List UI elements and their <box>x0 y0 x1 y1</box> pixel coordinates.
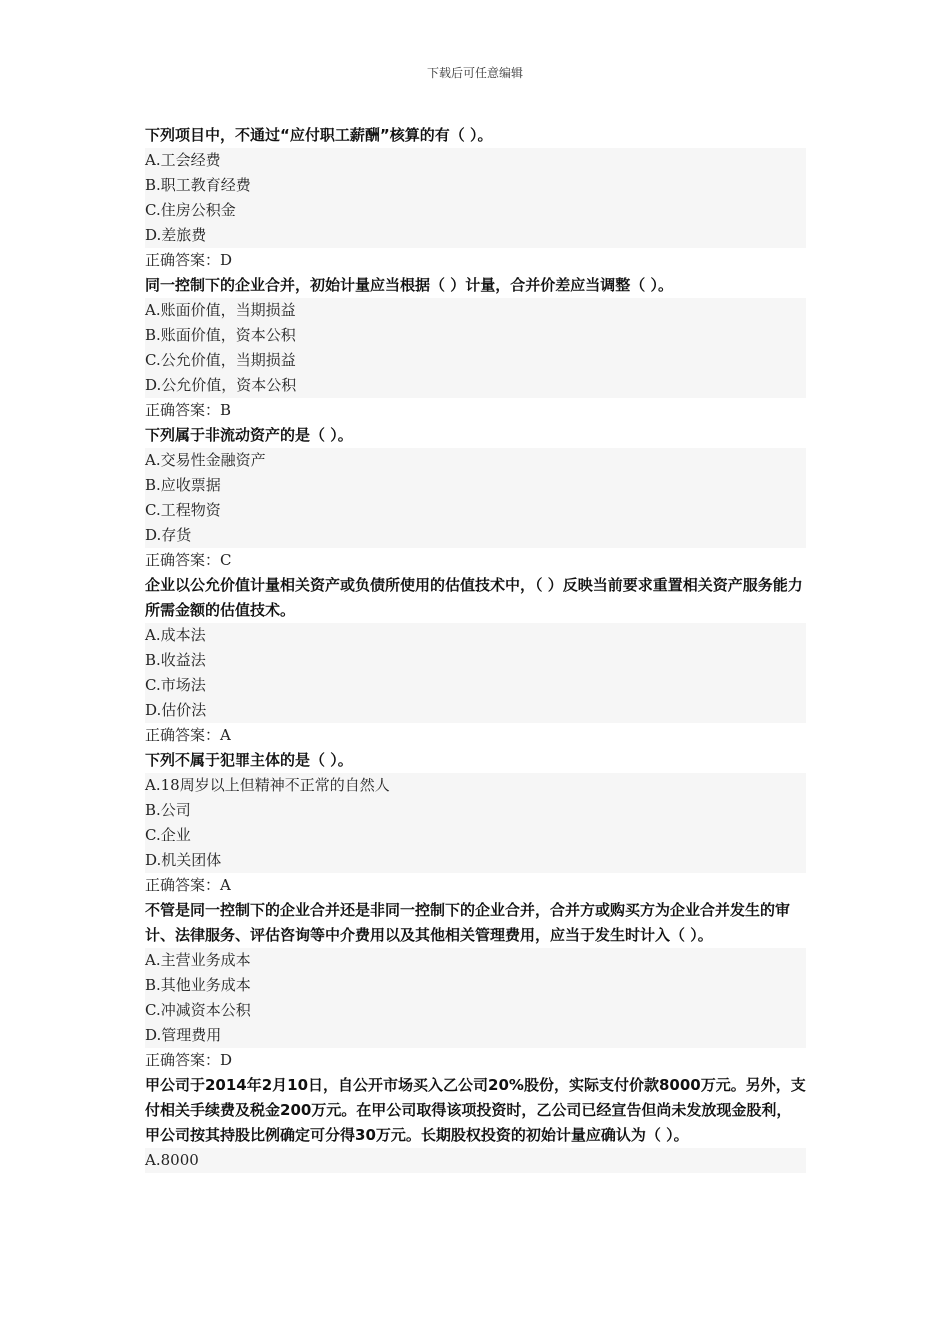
question-2 <box>145 273 806 423</box>
question-5 <box>145 748 806 898</box>
option-a: A.交易性金融资产 <box>145 451 266 469</box>
question-3 <box>145 423 806 573</box>
question-title: 甲公司于2014年2月10日，自公开市场买入乙公司20%股份，实际支付价款8000万元。另外，支付相关手续费及税金200万元。在甲公司取得该项投资时，乙公司已经宣告但尚未发放现金股利，甲公司按其持股比例确定可分得30万元。长期股权投资的初始计量应确认为（ ）。 <box>145 1076 806 1144</box>
option-d: D.管理费用 <box>145 1026 222 1044</box>
option-list <box>145 948 806 1048</box>
option-a: A.成本法 <box>145 626 206 644</box>
page-header: 下载后可任意编辑 <box>426 66 523 80</box>
option-a: A.18周岁以上但精神不正常的自然人 <box>145 776 390 794</box>
option-a: A.账面价值，当期损益 <box>145 301 296 319</box>
option-c: C.市场法 <box>145 676 206 694</box>
option-list <box>145 298 806 398</box>
question-4 <box>145 573 806 748</box>
correct-answer: 正确答案：A <box>145 726 231 744</box>
option-list <box>145 773 806 873</box>
question-7 <box>145 1073 806 1173</box>
option-b: B.职工教育经费 <box>145 176 251 194</box>
option-d: D.公允价值，资本公积 <box>145 376 297 394</box>
question-title: 同一控制下的企业合并，初始计量应当根据（ ）计量，合并价差应当调整（ ）。 <box>145 276 673 294</box>
option-d: D.存货 <box>145 526 192 544</box>
option-b: B.账面价值，资本公积 <box>145 326 296 344</box>
option-d: D.机关团体 <box>145 851 222 869</box>
correct-answer: 正确答案：D <box>145 251 233 269</box>
option-d: D.估价法 <box>145 701 207 719</box>
option-c: C.企业 <box>145 826 191 844</box>
option-b: B.公司 <box>145 801 191 819</box>
question-1 <box>145 123 806 273</box>
option-b: B.其他业务成本 <box>145 976 251 994</box>
option-c: C.冲减资本公积 <box>145 1001 251 1019</box>
option-list <box>145 623 806 723</box>
question-6 <box>145 898 806 1073</box>
option-c: C.工程物资 <box>145 501 221 519</box>
option-a: A.工会经费 <box>145 151 221 169</box>
option-d: D.差旅费 <box>145 226 207 244</box>
question-title: 不管是同一控制下的企业合并还是非同一控制下的企业合并，合并方或购买方为企业合并发生的审计、法律服务、评估咨询等中介费用以及其他相关管理费用，应当于发生时计入（ ）。 <box>145 901 791 944</box>
correct-answer: 正确答案：B <box>145 401 232 419</box>
question-title: 下列不属于犯罪主体的是（ ）。 <box>145 751 353 769</box>
question-list <box>145 123 806 1173</box>
question-title: 下列属于非流动资产的是（ ）。 <box>145 426 353 444</box>
option-b: B.应收票据 <box>145 476 221 494</box>
option-list <box>145 148 806 248</box>
question-title: 企业以公允价值计量相关资产或负债所使用的估值技术中，（ ）反映当前要求重置相关资产服务能力所需金额的估值技术。 <box>145 576 803 619</box>
option-a: A.主营业务成本 <box>145 951 251 969</box>
correct-answer: 正确答案：C <box>145 551 232 569</box>
option-c: C.公允价值，当期损益 <box>145 351 296 369</box>
option-list <box>145 448 806 548</box>
option-b: B.收益法 <box>145 651 206 669</box>
option-c: C.住房公积金 <box>145 201 236 219</box>
option-list <box>145 1148 806 1173</box>
correct-answer: 正确答案：A <box>145 876 231 894</box>
option-a: A.8000 <box>145 1151 199 1169</box>
correct-answer: 正确答案：D <box>145 1051 233 1069</box>
question-title: 下列项目中，不通过“应付职工薪酬”核算的有（ ）。 <box>145 126 493 144</box>
